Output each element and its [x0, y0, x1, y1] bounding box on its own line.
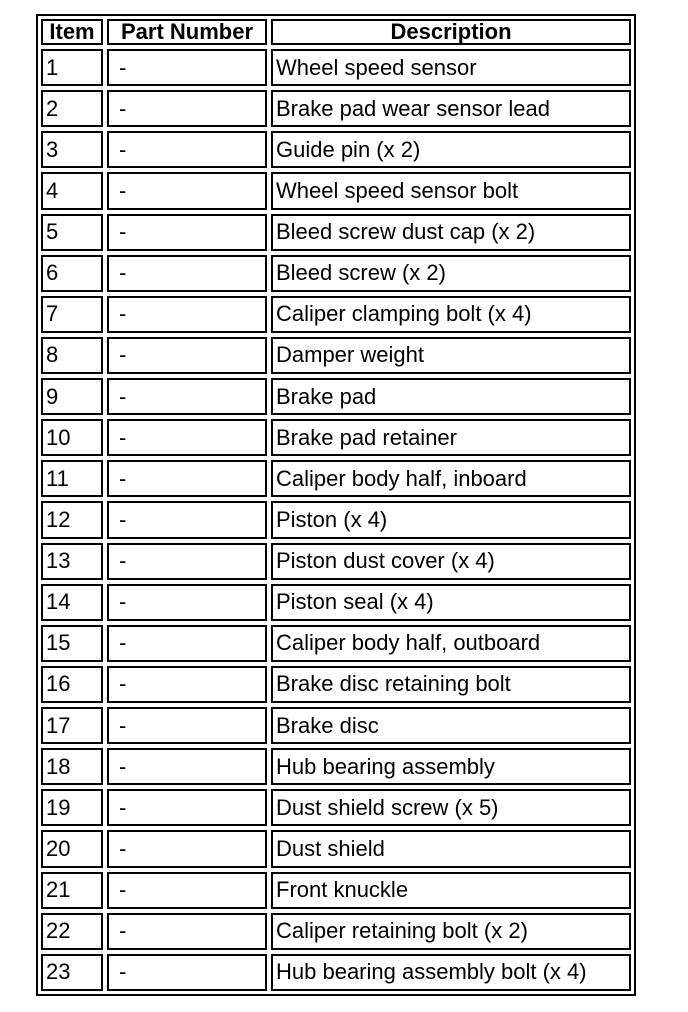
- description-cell: Piston dust cover (x 4): [271, 543, 631, 580]
- part-number-cell: -: [107, 584, 267, 621]
- part-number-cell: -: [107, 172, 267, 209]
- description-cell: Guide pin (x 2): [271, 131, 631, 168]
- table-row: [41, 543, 631, 580]
- part-number-cell: -: [107, 913, 267, 950]
- column-header-part-number: Part Number: [107, 19, 267, 45]
- part-number-cell: -: [107, 501, 267, 538]
- item-cell: 7: [41, 296, 103, 333]
- table-row: [41, 90, 631, 127]
- table-row: [41, 214, 631, 251]
- item-cell: 20: [41, 830, 103, 867]
- table-row: [41, 131, 631, 168]
- table-row: [41, 460, 631, 497]
- item-cell: 5: [41, 214, 103, 251]
- table-row: [41, 419, 631, 456]
- description-cell: Hub bearing assembly: [271, 748, 631, 785]
- item-cell: 2: [41, 90, 103, 127]
- part-number-cell: -: [107, 337, 267, 374]
- description-cell: Brake pad wear sensor lead: [271, 90, 631, 127]
- description-cell: Brake disc: [271, 707, 631, 744]
- part-number-cell: -: [107, 214, 267, 251]
- description-cell: Dust shield screw (x 5): [271, 789, 631, 826]
- item-cell: 17: [41, 707, 103, 744]
- description-cell: Caliper clamping bolt (x 4): [271, 296, 631, 333]
- item-cell: 1: [41, 49, 103, 86]
- description-cell: Brake disc retaining bolt: [271, 666, 631, 703]
- item-cell: 21: [41, 872, 103, 909]
- item-cell: 18: [41, 748, 103, 785]
- description-cell: Piston (x 4): [271, 501, 631, 538]
- table-row: [41, 584, 631, 621]
- description-cell: Caliper body half, outboard: [271, 625, 631, 662]
- table-row: [41, 666, 631, 703]
- item-cell: 16: [41, 666, 103, 703]
- part-number-cell: -: [107, 296, 267, 333]
- item-cell: 19: [41, 789, 103, 826]
- table-row: [41, 49, 631, 86]
- table-row: [41, 707, 631, 744]
- description-cell: Wheel speed sensor bolt: [271, 172, 631, 209]
- part-number-cell: -: [107, 789, 267, 826]
- item-cell: 8: [41, 337, 103, 374]
- item-cell: 6: [41, 255, 103, 292]
- description-cell: Brake pad retainer: [271, 419, 631, 456]
- part-number-cell: -: [107, 90, 267, 127]
- part-number-cell: -: [107, 666, 267, 703]
- description-cell: Front knuckle: [271, 872, 631, 909]
- table-row: [41, 337, 631, 374]
- description-cell: Brake pad: [271, 378, 631, 415]
- part-number-cell: -: [107, 872, 267, 909]
- description-cell: Damper weight: [271, 337, 631, 374]
- item-cell: 4: [41, 172, 103, 209]
- item-cell: 15: [41, 625, 103, 662]
- item-cell: 22: [41, 913, 103, 950]
- description-cell: Hub bearing assembly bolt (x 4): [271, 954, 631, 991]
- table-row: [41, 172, 631, 209]
- item-cell: 14: [41, 584, 103, 621]
- column-header-description: Description: [271, 19, 631, 45]
- description-cell: Bleed screw (x 2): [271, 255, 631, 292]
- table-row: [41, 830, 631, 867]
- item-cell: 13: [41, 543, 103, 580]
- part-number-cell: -: [107, 954, 267, 991]
- part-number-cell: -: [107, 419, 267, 456]
- item-cell: 23: [41, 954, 103, 991]
- part-number-cell: -: [107, 255, 267, 292]
- part-number-cell: -: [107, 543, 267, 580]
- table-row: [41, 789, 631, 826]
- description-cell: Bleed screw dust cap (x 2): [271, 214, 631, 251]
- description-cell: Caliper retaining bolt (x 2): [271, 913, 631, 950]
- item-cell: 10: [41, 419, 103, 456]
- item-cell: 9: [41, 378, 103, 415]
- column-header-item: Item: [41, 19, 103, 45]
- part-number-cell: -: [107, 830, 267, 867]
- item-cell: 3: [41, 131, 103, 168]
- table-body: [41, 49, 631, 991]
- table-row: [41, 296, 631, 333]
- part-number-cell: -: [107, 49, 267, 86]
- part-number-cell: -: [107, 131, 267, 168]
- parts-table: [37, 15, 635, 995]
- part-number-cell: -: [107, 748, 267, 785]
- table-row: [41, 872, 631, 909]
- description-cell: Dust shield: [271, 830, 631, 867]
- table-header-row: [41, 19, 631, 45]
- part-number-cell: -: [107, 378, 267, 415]
- part-number-cell: -: [107, 625, 267, 662]
- table-row: [41, 501, 631, 538]
- description-cell: Caliper body half, inboard: [271, 460, 631, 497]
- table-row: [41, 748, 631, 785]
- parts-table-frame: [36, 14, 636, 996]
- table-row: [41, 255, 631, 292]
- item-cell: 11: [41, 460, 103, 497]
- part-number-cell: -: [107, 707, 267, 744]
- description-cell: Wheel speed sensor: [271, 49, 631, 86]
- item-cell: 12: [41, 501, 103, 538]
- table-row: [41, 954, 631, 991]
- part-number-cell: -: [107, 460, 267, 497]
- description-cell: Piston seal (x 4): [271, 584, 631, 621]
- table-row: [41, 913, 631, 950]
- table-row: [41, 625, 631, 662]
- table-row: [41, 378, 631, 415]
